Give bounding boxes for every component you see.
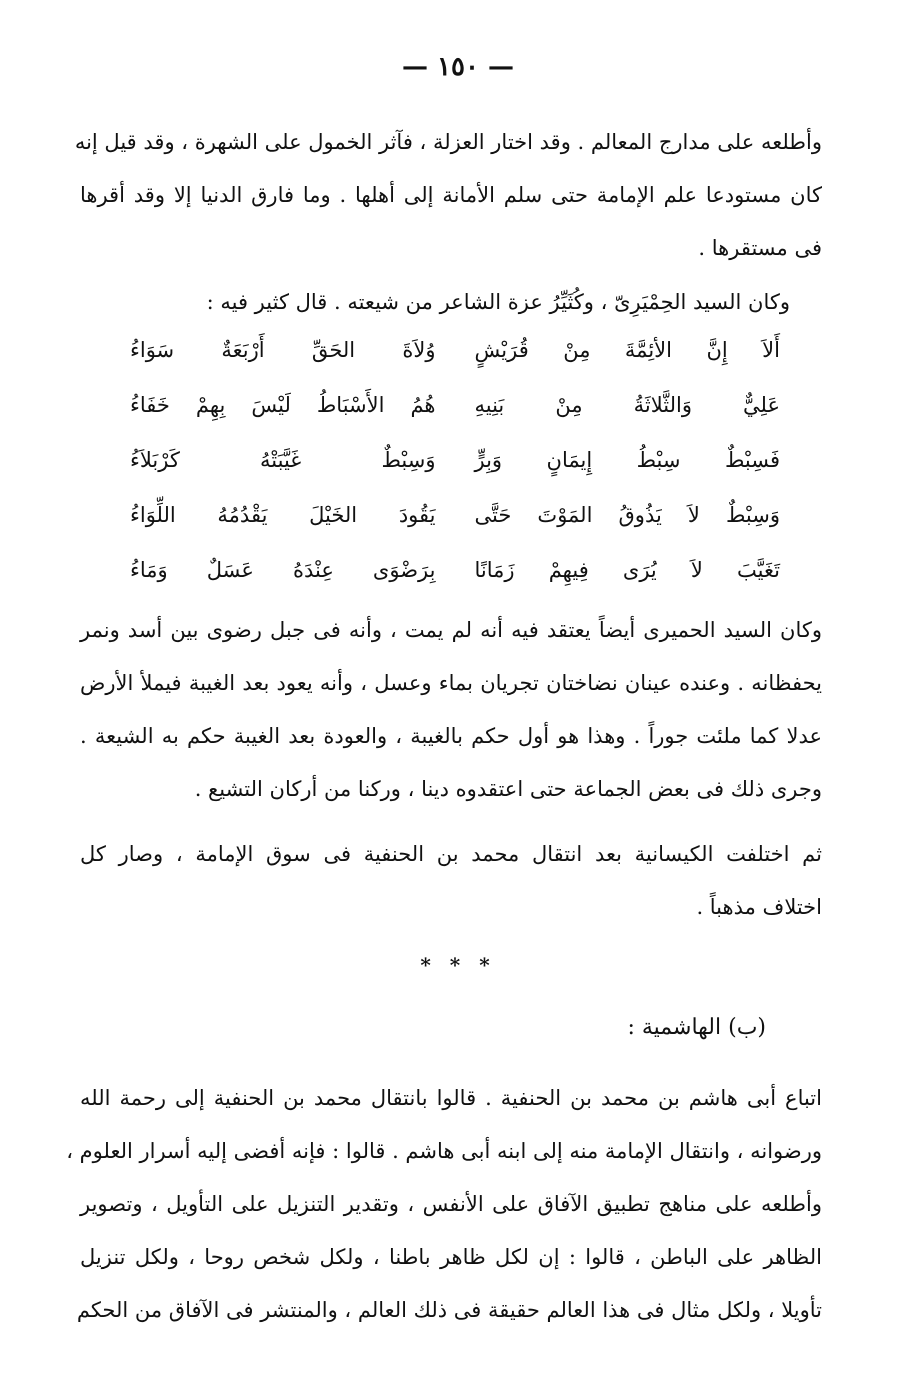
verse <box>130 432 780 487</box>
section-separator: * * * <box>420 953 496 977</box>
verse <box>130 487 780 542</box>
paragraph-line: وأطلعه على مناهج تطبيق الآفاق على الأنفس ، وتقدير التنزيل على التأويل ، وتصوير <box>80 1192 822 1216</box>
hemistich-first: أَلاَ إِنَّ الأئِمَّةَ مِنْ قُرَيْشٍ <box>474 337 780 362</box>
paragraph-line: اختلاف مذهباً . <box>696 895 822 919</box>
paragraph-line: يحفظانه . وعنده عينان نضاختان تجريان بماء وعسل ، وأنه يعود بعد الغيبة فيملأ الأرض <box>80 671 822 695</box>
hemistich-first: فَسِبْطٌ سِبْطُ إِيمَانٍ وَبِرٍّ <box>474 447 780 472</box>
verse <box>130 377 780 432</box>
paragraph-4 <box>66 1072 822 1337</box>
paragraph-line: ورضوانه ، وانتقال الإمامة منه إلى ابنه أبى هاشم . قالوا : فإنه أفضى إليه أسرار العلوم ، <box>66 1139 822 1163</box>
poem-intro: وكان السيد الحِمْيَرِىّ ، وكُثَيِّرُ عزة الشاعر من شيعته . قال كثير فيه : <box>206 290 790 314</box>
hemistich-second: وَسِبْطٌ غَيَّبَتْهُ كَرْبَلاَءُ <box>130 447 436 472</box>
paragraph-line: اتباع أبى هاشم بن محمد بن الحنفية . قالوا بانتقال محمد بن الحنفية إلى رحمة الله <box>80 1086 822 1110</box>
hemistich-second: يَقُودَ الخَيْلَ يَقْدُمُهُ اللِّوَاءُ <box>130 502 436 527</box>
paragraph-line: كان مستودعا علم الإمامة حتى سلم الأمانة إلى أهلها . وما فارق الدنيا إلا وقد أقرها <box>80 183 822 207</box>
page-number: — ١٥٠ — <box>401 52 515 82</box>
verse <box>130 322 780 377</box>
paragraph-line: تأويلا ، ولكل مثال فى هذا العالم حقيقة فى ذلك العالم ، والمنتشر فى الآفاق من الحكم <box>76 1298 822 1322</box>
paragraph-line: الظاهر على الباطن ، قالوا : إن لكل ظاهر باطنا ، ولكل شخص روحا ، ولكل تنزيل <box>80 1245 822 1269</box>
paragraph-1 <box>74 116 822 275</box>
poem <box>130 322 780 597</box>
paragraph-line: عدلا كما ملئت جوراً . وهذا هو أول حكم بالغيبة ، والعودة بعد الغيبة حكم به الشيعة . <box>80 724 822 748</box>
hemistich-first: عَلِيٌّ وَالثَّلاثَةُ مِنْ بَنِيهِ <box>474 392 780 417</box>
paragraph-3 <box>80 828 822 934</box>
paragraph-line: فى مستقرها . <box>698 236 822 260</box>
section-heading: (ب) الهاشمية : <box>627 1015 766 1040</box>
paragraph-line: ثم اختلفت الكيسانية بعد انتقال محمد بن الحنفية فى سوق الإمامة ، وصار كل <box>80 842 822 866</box>
paragraph-2 <box>80 604 822 816</box>
hemistich-second: وُلاَةَ الحَقِّ أَرْبَعَةٌ سَوَاءُ <box>130 337 436 362</box>
verse <box>130 542 780 597</box>
paragraph-line: وأطلعه على مدارج المعالم . وقد اختار العزلة ، فآثر الخمول على الشهرة ، وقد قيل إنه <box>74 130 822 154</box>
hemistich-second: هُمُ الأَسْبَاطُ لَيْسَ بِهِمْ خَفَاءُ <box>130 392 436 417</box>
paragraph-line: وكان السيد الحميرى أيضاً يعتقد فيه أنه لم يمت ، وأنه فى جبل رضوى بين أسد ونمر <box>80 618 822 642</box>
hemistich-first: تَغَيَّبَ لاَ يُرَى فِيهِمْ زَمَانًا <box>474 557 780 582</box>
hemistich-first: وَسِبْطٌ لاَ يَذُوقُ المَوْتَ حَتَّى <box>474 502 780 527</box>
hemistich-second: بِرَضْوَى عِنْدَهُ عَسَلٌ وَمَاءُ <box>130 557 436 582</box>
paragraph-line: وجرى ذلك فى بعض الجماعة حتى اعتقدوه دينا ، وركنا من أركان التشيع . <box>194 777 822 801</box>
